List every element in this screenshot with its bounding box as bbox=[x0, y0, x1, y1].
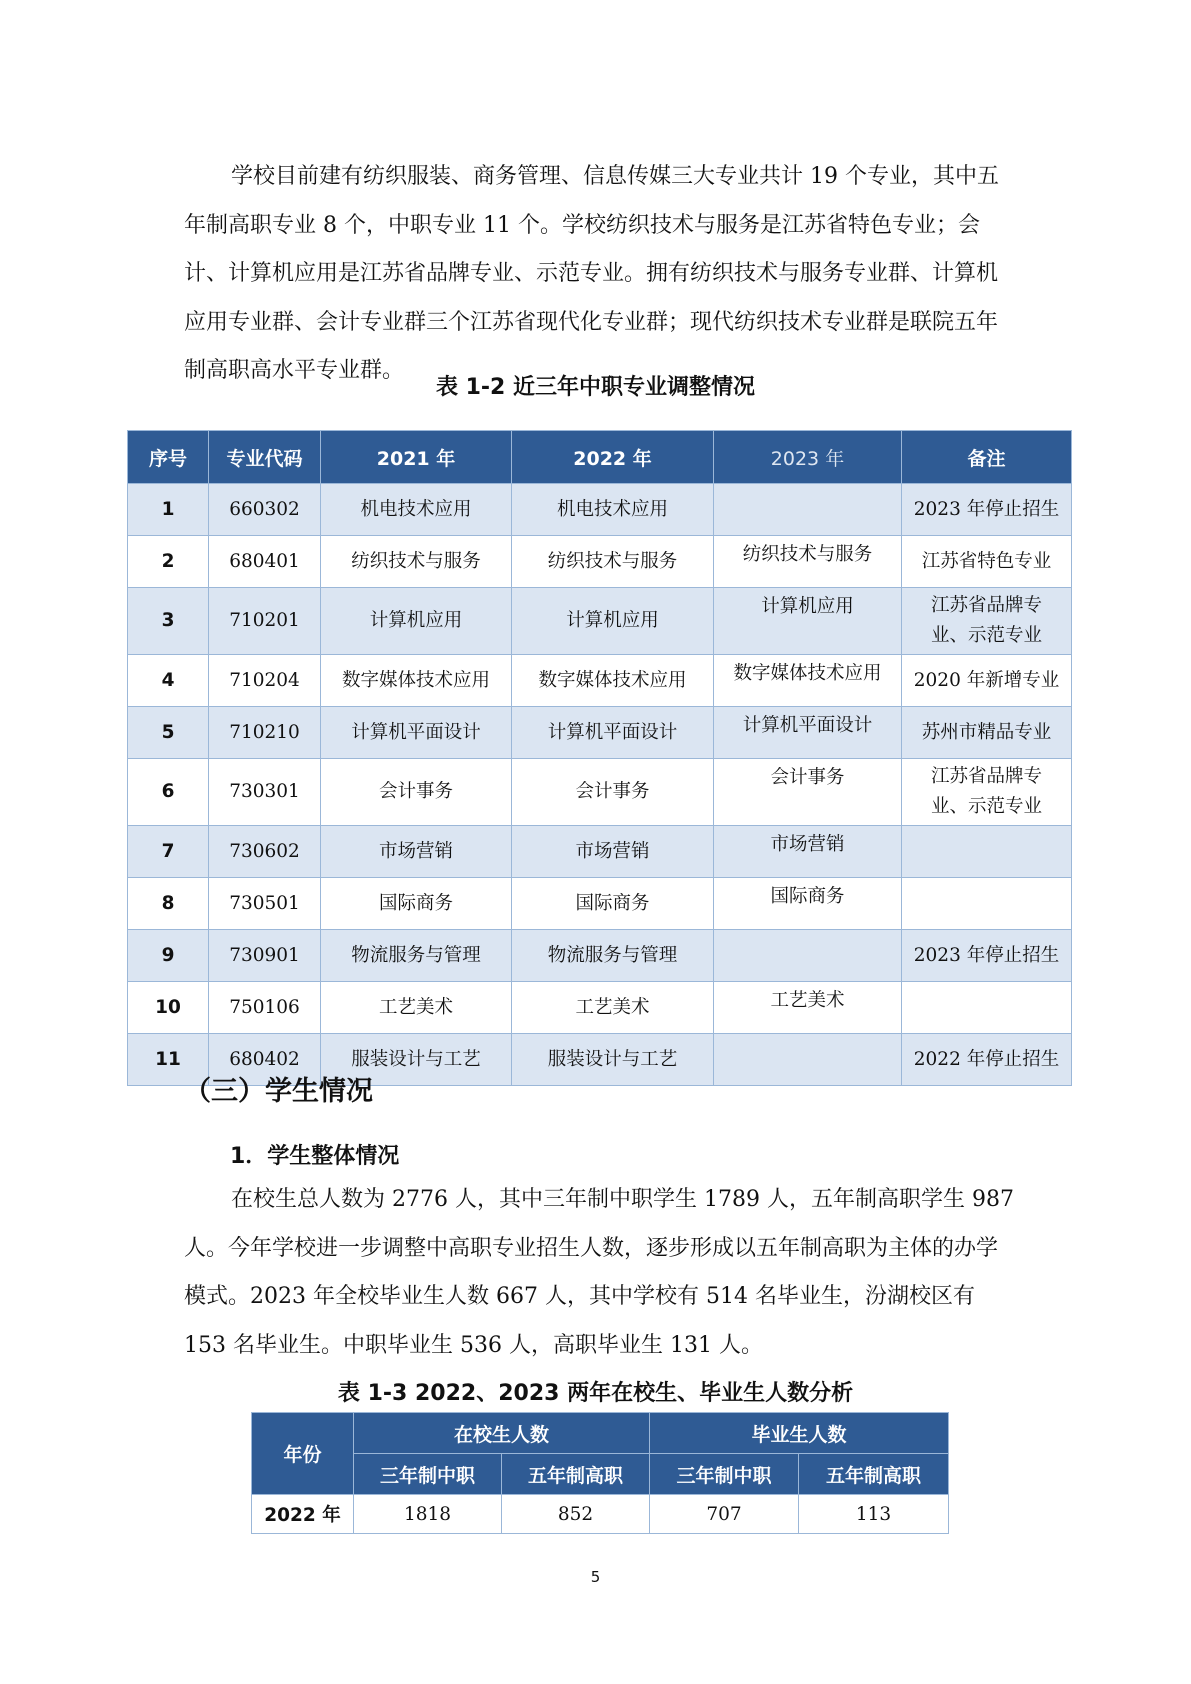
cell-2021: 数字媒体技术应用 bbox=[321, 655, 512, 707]
table-row bbox=[128, 930, 1072, 982]
cell-code: 660302 bbox=[209, 484, 321, 536]
section-heading-students: （三）学生情况 bbox=[184, 1076, 373, 1107]
cell-2022: 会计事务 bbox=[512, 759, 714, 826]
cell-remark bbox=[902, 878, 1072, 930]
cell-2023 bbox=[714, 930, 902, 982]
cell-index: 5 bbox=[128, 707, 209, 759]
cell-code: 730901 bbox=[209, 930, 321, 982]
col-group-graduates: 毕业生人数 bbox=[650, 1413, 949, 1454]
col-header-code: 专业代码 bbox=[209, 431, 321, 484]
cell-remark: 江苏省特色专业 bbox=[902, 536, 1072, 588]
table-row bbox=[128, 484, 1072, 536]
cell-2023: 国际商务 bbox=[714, 878, 902, 930]
cell-2021: 计算机应用 bbox=[321, 588, 512, 655]
cell-2021: 国际商务 bbox=[321, 878, 512, 930]
cell-2022: 计算机应用 bbox=[512, 588, 714, 655]
table-row bbox=[128, 536, 1072, 588]
cell-remark bbox=[902, 982, 1072, 1034]
cell-code: 730301 bbox=[209, 759, 321, 826]
cell-enrolled-5yr: 852 bbox=[502, 1495, 650, 1534]
cell-index: 9 bbox=[128, 930, 209, 982]
col-header-remark: 备注 bbox=[902, 431, 1072, 484]
col-header-2023: 2023 年 bbox=[714, 431, 902, 484]
cell-2022: 国际商务 bbox=[512, 878, 714, 930]
cell-enrolled-3yr: 1818 bbox=[354, 1495, 502, 1534]
col-header-year: 年份 bbox=[252, 1413, 354, 1495]
col-group-enrolled: 在校生人数 bbox=[354, 1413, 650, 1454]
cell-2022: 数字媒体技术应用 bbox=[512, 655, 714, 707]
cell-graduates-3yr: 707 bbox=[650, 1495, 799, 1534]
cell-2022: 机电技术应用 bbox=[512, 484, 714, 536]
cell-remark: 2022 年停止招生 bbox=[902, 1034, 1072, 1086]
cell-2023: 工艺美术 bbox=[714, 982, 902, 1034]
cell-2023: 数字媒体技术应用 bbox=[714, 655, 902, 707]
cell-year: 2022 年 bbox=[252, 1495, 354, 1534]
cell-remark: 江苏省品牌专业、示范专业 bbox=[902, 759, 1072, 826]
cell-index: 6 bbox=[128, 759, 209, 826]
cell-2021: 计算机平面设计 bbox=[321, 707, 512, 759]
cell-code: 680402 bbox=[209, 1034, 321, 1086]
cell-2023: 纺织技术与服务 bbox=[714, 536, 902, 588]
cell-remark: 苏州市精品专业 bbox=[902, 707, 1072, 759]
cell-2022: 物流服务与管理 bbox=[512, 930, 714, 982]
table-row bbox=[128, 707, 1072, 759]
cell-index: 2 bbox=[128, 536, 209, 588]
table-row bbox=[128, 982, 1072, 1034]
cell-2021: 物流服务与管理 bbox=[321, 930, 512, 982]
cell-2023: 计算机平面设计 bbox=[714, 707, 902, 759]
table-row bbox=[128, 826, 1072, 878]
cell-2021: 机电技术应用 bbox=[321, 484, 512, 536]
cell-index: 7 bbox=[128, 826, 209, 878]
cell-2021: 纺织技术与服务 bbox=[321, 536, 512, 588]
table13-caption: 表 1-3 2022、2023 两年在校生、毕业生人数分析 bbox=[337, 1381, 854, 1406]
cell-2021: 工艺美术 bbox=[321, 982, 512, 1034]
table-row bbox=[128, 759, 1072, 826]
cell-2022: 计算机平面设计 bbox=[512, 707, 714, 759]
table12-caption: 表 1-2 近三年中职专业调整情况 bbox=[435, 375, 756, 400]
table-row bbox=[128, 588, 1072, 655]
col-header-2022: 2022 年 bbox=[512, 431, 714, 484]
cell-remark: 2023 年停止招生 bbox=[902, 930, 1072, 982]
cell-code: 710204 bbox=[209, 655, 321, 707]
cell-2023: 市场营销 bbox=[714, 826, 902, 878]
cell-2021: 市场营销 bbox=[321, 826, 512, 878]
table-row bbox=[252, 1495, 949, 1534]
table-row bbox=[128, 878, 1072, 930]
page-number: 5 bbox=[590, 1568, 601, 1586]
cell-remark: 2023 年停止招生 bbox=[902, 484, 1072, 536]
cell-code: 710210 bbox=[209, 707, 321, 759]
cell-2023 bbox=[714, 484, 902, 536]
cell-2023 bbox=[714, 1034, 902, 1086]
cell-2021: 会计事务 bbox=[321, 759, 512, 826]
table13-sub-row bbox=[252, 1454, 949, 1495]
cell-code: 750106 bbox=[209, 982, 321, 1034]
cell-2022: 服装设计与工艺 bbox=[512, 1034, 714, 1086]
cell-index: 1 bbox=[128, 484, 209, 536]
intro-paragraph: 学校目前建有纺织服装、商务管理、信息传媒三大专业共计 19 个专业，其中五年制高职专业 8 个，中职专业 11 个。学校纺织技术与服务是江苏省特色专业；会计、计算机应用是江苏省品牌专业、示范专业。拥有纺织技术与服务专业群、计算机应用专业群、会计专业群三个江苏省现代化专业群；现代纺织技术专业群是联院五年制高职高水平专业群。 bbox=[184, 164, 999, 383]
cell-graduates-5yr: 113 bbox=[799, 1495, 949, 1534]
cell-code: 710201 bbox=[209, 588, 321, 655]
subheading-student-overview: 1．学生整体情况 bbox=[230, 1144, 400, 1169]
cell-2022: 纺织技术与服务 bbox=[512, 536, 714, 588]
cell-2022: 工艺美术 bbox=[512, 982, 714, 1034]
cell-index: 10 bbox=[128, 982, 209, 1034]
col-header-index: 序号 bbox=[128, 431, 209, 484]
student-paragraph: 在校生总人数为 2776 人，其中三年制中职学生 1789 人，五年制高职学生 987 人。今年学校进一步调整中高职专业招生人数，逐步形成以五年制高职为主体的办学模式。2023 年全校毕业生人数 667 人，其中学校有 514 名毕业生，汾湖校区有 153 名毕业生。中职毕业生 536 人，高职毕业生 131 人。 bbox=[184, 1187, 1014, 1358]
cell-2023: 计算机应用 bbox=[714, 588, 902, 655]
cell-code: 680401 bbox=[209, 536, 321, 588]
table-row bbox=[128, 655, 1072, 707]
table13-group-row bbox=[252, 1413, 949, 1454]
student-count-table bbox=[251, 1412, 949, 1534]
cell-remark: 江苏省品牌专业、示范专业 bbox=[902, 588, 1072, 655]
cell-2022: 市场营销 bbox=[512, 826, 714, 878]
major-adjustment-table bbox=[127, 430, 1072, 1086]
cell-remark bbox=[902, 826, 1072, 878]
col-header-graduates-3yr: 三年制中职 bbox=[650, 1454, 799, 1495]
cell-2021: 服装设计与工艺 bbox=[321, 1034, 512, 1086]
col-header-enrolled-5yr: 五年制高职 bbox=[502, 1454, 650, 1495]
table12-header-row bbox=[128, 431, 1072, 484]
cell-index: 4 bbox=[128, 655, 209, 707]
col-header-2021: 2021 年 bbox=[321, 431, 512, 484]
cell-index: 8 bbox=[128, 878, 209, 930]
col-header-graduates-5yr: 五年制高职 bbox=[799, 1454, 949, 1495]
cell-remark: 2020 年新增专业 bbox=[902, 655, 1072, 707]
cell-index: 3 bbox=[128, 588, 209, 655]
cell-index: 11 bbox=[128, 1034, 209, 1086]
col-header-enrolled-3yr: 三年制中职 bbox=[354, 1454, 502, 1495]
cell-2023: 会计事务 bbox=[714, 759, 902, 826]
cell-code: 730602 bbox=[209, 826, 321, 878]
cell-code: 730501 bbox=[209, 878, 321, 930]
